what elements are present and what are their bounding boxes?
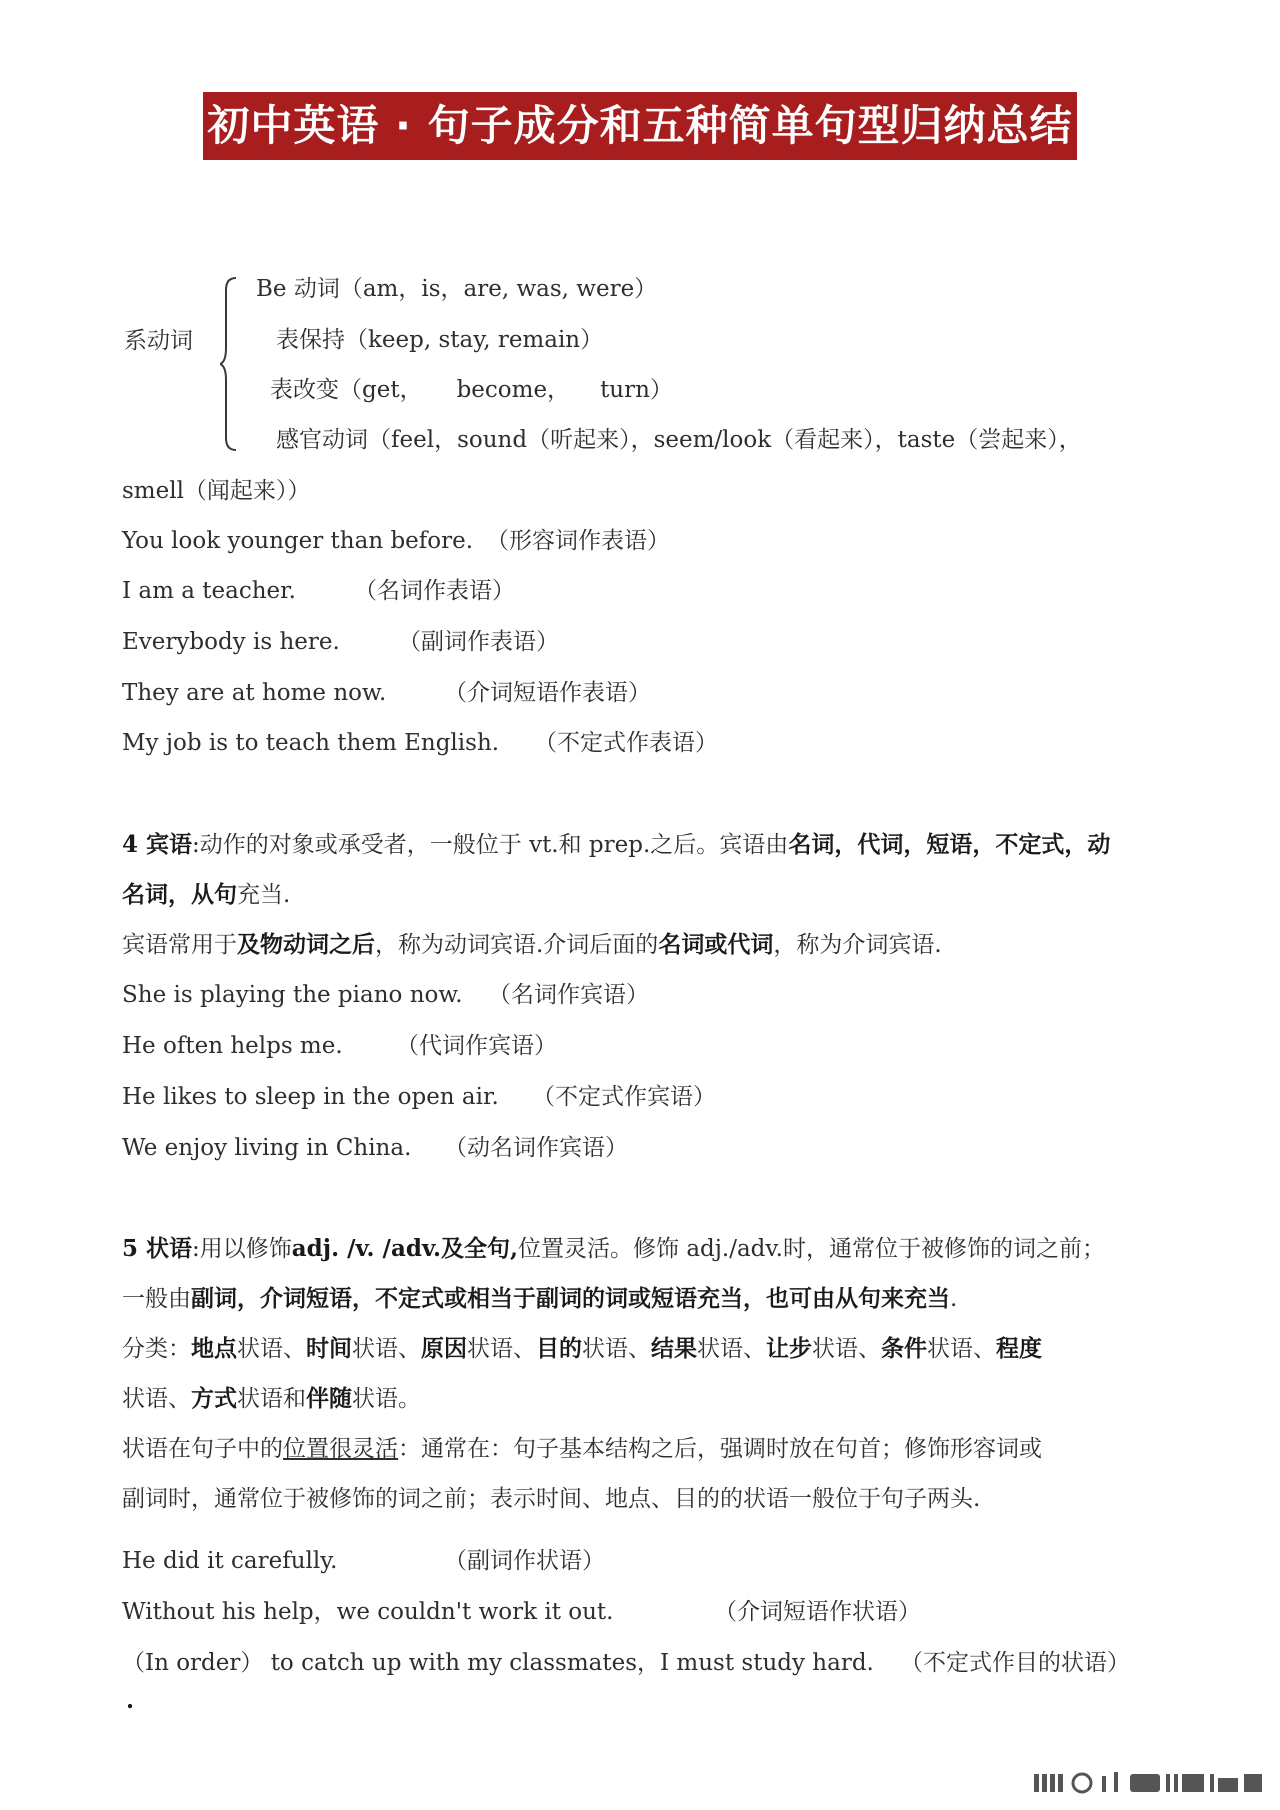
object-definition-line-1: 4 宾语:动作的对象或承受者，一般位于 vt.和 prep.之后。宾语由名词，代词，短语，不定式，动	[122, 831, 1111, 858]
object-note-3: （不定式作宾语）	[532, 1084, 716, 1110]
predicative-note-4: （介词短语作表语）	[444, 680, 651, 706]
page-title: 初中英语 · 句子成分和五种简单句型归纳总结	[203, 92, 1076, 160]
predicative-example-3: Everybody is here.	[122, 629, 340, 655]
adverbial-categories-line-2: 状语、方式状语和伴随状语。	[122, 1385, 421, 1412]
predicative-note-1: （形容词作表语）	[486, 528, 670, 554]
category-time: 时间	[306, 1335, 352, 1362]
adverbial-position-line-1: 状语在句子中的位置很灵活：通常在：句子基本结构之后，强调时放在句首；修饰形容词或	[122, 1436, 1042, 1462]
adverbial-example-1: He did it carefully.	[122, 1548, 338, 1574]
adverbial-definition-line-2: 一般由副词，介词短语，不定式或相当于副词的词或短语充当，也可由从句来充当.	[122, 1285, 958, 1312]
predicative-note-3: （副词作表语）	[398, 629, 559, 655]
category-condition: 条件	[881, 1335, 927, 1362]
predicative-example-1: You look younger than before.	[122, 528, 474, 554]
adverbial-note-1: （副词作状语）	[444, 1548, 605, 1574]
sense-verbs-continued: smell（闻起来））	[122, 478, 311, 504]
object-note-2: （代词作宾语）	[396, 1033, 557, 1059]
category-purpose: 目的	[536, 1335, 582, 1362]
category-degree: 程度	[996, 1335, 1042, 1362]
adverbial-position-line-2: 副词时，通常位于被修饰的词之前；表示时间、地点、目的的状语一般位于句子两头.	[122, 1486, 981, 1512]
sense-verbs-line: 感官动词（feel，sound（听起来），seem/look（看起来），taste（尝起来），	[276, 427, 1082, 453]
object-usage-line: 宾语常用于及物动词之后，称为动词宾语.介词后面的名词或代词，称为介词宾语.	[122, 931, 942, 958]
predicative-example-5: My job is to teach them English.	[122, 730, 500, 756]
adverbial-note-3: （不定式作目的状语）	[900, 1650, 1130, 1676]
object-heading: 4 宾语	[122, 831, 193, 858]
object-example-1: She is playing the piano now.	[122, 982, 463, 1008]
watermark-icon	[1030, 1768, 1270, 1798]
predicative-example-2: I am a teacher.	[122, 578, 296, 604]
object-definition-line-2: 名词，从句充当.	[122, 881, 291, 908]
adverbial-heading: 5 状语	[122, 1235, 193, 1262]
change-verbs-line	[270, 375, 673, 405]
category-place: 地点	[191, 1335, 237, 1362]
adverbial-note-2: （介词短语作状语）	[714, 1599, 921, 1625]
predicative-note-5: （不定式作表语）	[534, 730, 718, 756]
category-concession: 让步	[766, 1335, 812, 1362]
object-note-1: （名词作宾语）	[488, 982, 649, 1008]
adverbial-definition-line-1: 5 状语:用以修饰adj. /v. /adv.及全句,位置灵活。修饰 adj./adv.时，通常位于被修饰的词之前；	[122, 1235, 1105, 1262]
object-example-4: We enjoy living in China.	[122, 1135, 412, 1161]
keep-verbs-line: 表保持（keep, stay, remain）	[276, 327, 604, 353]
adverbial-categories-line-1: 分类：地点状语、时间状语、原因状语、目的状语、结果状语、让步状语、条件状语、程度	[122, 1335, 1042, 1362]
predicative-example-4: They are at home now.	[122, 680, 387, 706]
category-result: 结果	[651, 1335, 697, 1362]
adverbial-example-2: Without his help，we couldn't work it out.	[122, 1599, 614, 1625]
change-verbs-part-3: turn）	[600, 377, 673, 403]
trailing-dot: .	[126, 1687, 135, 1714]
title-wrap	[0, 92, 1280, 160]
category-reason: 原因	[421, 1335, 467, 1362]
object-example-2: He often helps me.	[122, 1033, 343, 1059]
predicative-note-2: （名词作表语）	[354, 578, 515, 604]
left-brace-icon	[220, 276, 240, 452]
object-note-4: （动名词作宾语）	[444, 1135, 628, 1161]
change-verbs-part-1: 表改变（get，	[270, 377, 423, 403]
be-verbs-line: Be 动词（am，is，are, was, were）	[256, 276, 658, 302]
change-verbs-part-2: become，	[456, 377, 571, 403]
adverbial-example-3: （In order） to catch up with my classmates，I must study hard.	[122, 1650, 874, 1676]
linking-verbs-label: 系动词	[124, 328, 193, 354]
position-flexible-underlined: 位置很灵活	[283, 1436, 398, 1462]
object-example-3: He likes to sleep in the open air.	[122, 1084, 499, 1110]
